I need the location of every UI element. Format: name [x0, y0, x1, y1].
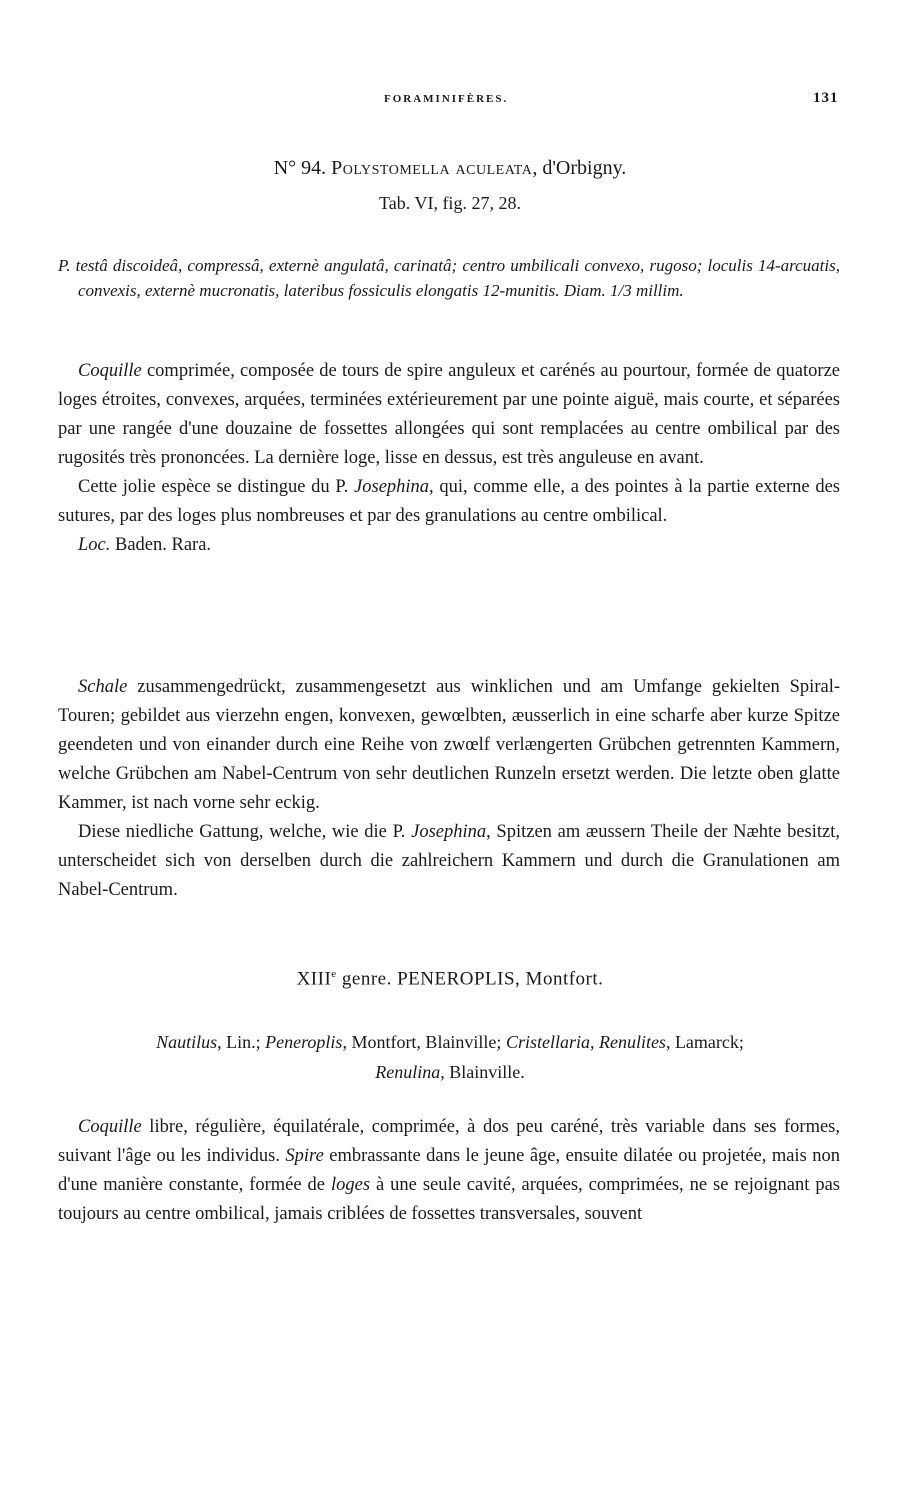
- species-author: , d'Orbigny.: [532, 157, 627, 179]
- synonym-sep-3: ,: [589, 1032, 599, 1052]
- synonym-sep-1: , Lin.;: [217, 1032, 266, 1052]
- french-lead-word: Coquille: [78, 361, 142, 381]
- german-p2-species: Josephina: [411, 822, 487, 842]
- german-paragraph-2: [58, 818, 840, 905]
- genus-heading: [0, 968, 900, 990]
- french-paragraph-1-text: comprimée, composée de tours de spire anguleux et carénés au pourtour, formée de quatorze loges étroites, convexes, arquées, terminées extérieurement par une pointe aiguë, mais courte, et séparées par une rangée d'une douzaine de fossettes allongées qui sont remplacées au centre ombilical par des rugosités très prononcées. La dernière loge, lisse en dessus, est très anguleuse en avant.: [58, 361, 840, 468]
- synonym-sep-2: , Montfort, Blainville;: [342, 1032, 506, 1052]
- german-paragraph-1-text: zusammengedrückt, zusammengesetzt aus winklichen und am Umfange gekielten Spiral-Touren; gebildet aus vierzehn engen, konvexen, gewœlbten, æusserlich in eine scharfe aber kurze Spitze geendeten und von einander durch eine Reihe von zwœlf verlængerten Grübchen getrennten Kammern, welche Grübchen am Nabel-Centrum von sehr deutlichen Runzeln ersetzt werden. Die letzte oben glatte Kammer, ist nach vorne sehr eckig.: [58, 677, 840, 813]
- page-number: 131: [813, 90, 839, 106]
- plate-reference: Tab. VI, fig. 27, 28.: [379, 193, 521, 213]
- synonym-5: Renulina: [375, 1062, 441, 1082]
- french-p2-b: , qui, comme elle, a des pointes à la partie externe des sutures, par des loges plus nombreuses et par des granulations au centre ombilical.: [58, 477, 840, 526]
- synonym-sep-4: , Lamarck;: [665, 1032, 744, 1052]
- species-number: N° 94.: [273, 157, 327, 179]
- genus-desc-spire: Spire: [285, 1146, 324, 1166]
- synonym-sep-5: , Blainville.: [440, 1062, 525, 1082]
- synonym-3: Cristellaria: [505, 1032, 590, 1052]
- genus-description: [58, 1113, 840, 1229]
- latin-diagnosis-text: P. testâ discoideâ, compressâ, externè angulatâ, carinatâ; centro umbilicali convexo, rugoso; loculis 14-arcuatis, convexis, externè mucronatis, lateribus fossiculis elongatis 12-munitis. Diam. 1/3 millim.: [58, 256, 840, 300]
- synonym-2: Peneroplis: [265, 1032, 343, 1052]
- species-name: Polystomella aculeata: [331, 157, 533, 179]
- french-p2-a: Cette jolie espèce se distingue du P.: [78, 477, 355, 497]
- latin-diagnosis: [58, 253, 840, 303]
- genus-title: genre. PENEROPLIS, Montfort.: [336, 968, 604, 990]
- page-header: [0, 90, 900, 113]
- locality: [58, 531, 840, 560]
- genus-lead-word: Coquille: [78, 1117, 142, 1137]
- genus-desc-loges: loges: [330, 1175, 371, 1195]
- locality-label: Loc.: [78, 535, 111, 555]
- french-paragraph-2: [58, 473, 840, 531]
- genus-numeral: XIII: [296, 968, 332, 990]
- french-paragraph-1: [58, 357, 840, 473]
- locality-text: Baden. Rara.: [110, 535, 212, 555]
- french-description: [58, 357, 840, 560]
- running-title: FORAMINIFÈRES.: [384, 93, 509, 105]
- genus-description-paragraph: [58, 1113, 840, 1229]
- synonym-1: Nautilus: [156, 1032, 218, 1052]
- genus-desc-a: libre, régulière, équilatérale, comprimée, à dos peu caréné, très variable dans ses formes, suivant l'âge ou les individus.: [58, 1117, 840, 1166]
- species-heading: [0, 157, 900, 180]
- genus-numeral-suffix: e: [331, 968, 337, 980]
- german-paragraph-1: [58, 673, 840, 818]
- genus-desc-b: embrassante dans le jeune âge, ensuite dilatée ou projetée, mais non d'une manière constante, formée de: [58, 1146, 840, 1195]
- german-lead-word: Schale: [78, 677, 128, 697]
- synonym-4: Renulites: [598, 1032, 666, 1052]
- german-p2-b: , Spitzen am æussern Theile der Næhte besitzt, unterscheidet sich von derselben durch die zahlreichern Kammern und durch die Granulationen am Nabel-Centrum.: [58, 822, 840, 900]
- synonymy: [0, 1027, 900, 1087]
- german-description: [58, 673, 840, 905]
- french-p2-species: Josephina: [354, 477, 430, 497]
- genus-desc-c: à une seule cavité, arquées, comprimées, ne se rejoignant pas toujours au centre ombilical, jamais criblées de fossettes transversales, souvent: [58, 1175, 841, 1224]
- german-p2-a: Diese niedliche Gattung, welche, wie die P.: [78, 822, 412, 842]
